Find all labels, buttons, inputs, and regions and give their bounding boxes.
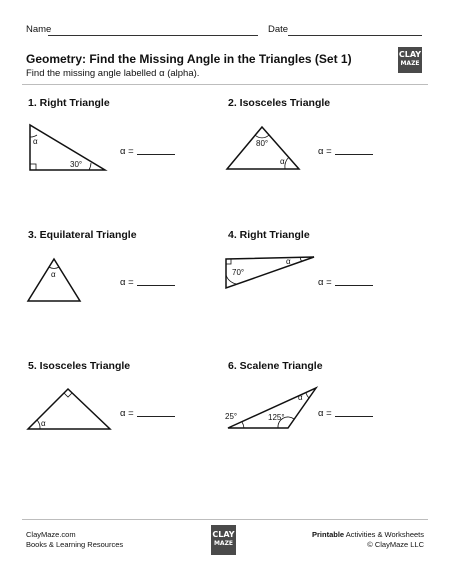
answer-prefix: α = — [318, 277, 332, 288]
header-divider — [22, 84, 428, 85]
name-label: Name — [26, 24, 52, 35]
footer-product — [312, 530, 424, 540]
problem-5-answer — [120, 408, 175, 419]
footer-logo — [211, 525, 236, 555]
angle-label: α — [286, 257, 291, 266]
angle-label: 80° — [256, 139, 269, 148]
answer-line[interactable] — [335, 285, 373, 286]
problem-3-title: 3. Equilateral Triangle — [28, 229, 137, 241]
logo-text-top: CLAY — [398, 50, 422, 59]
angle-label: α — [51, 270, 56, 279]
right-angle-mark — [64, 393, 72, 397]
problem-6-title: 6. Scalene Triangle — [228, 360, 323, 372]
problem-2-title: 2. Isosceles Triangle — [228, 97, 331, 109]
problem-2-triangle — [222, 122, 312, 172]
footer-product-bold: Printable — [312, 530, 345, 539]
angle-arc — [255, 135, 269, 138]
answer-line[interactable] — [137, 416, 175, 417]
answer-line[interactable] — [335, 416, 373, 417]
problem-2-answer — [318, 146, 373, 157]
answer-line[interactable] — [137, 154, 175, 155]
problem-5-title: 5. Isosceles Triangle — [28, 360, 131, 372]
footer-left — [26, 530, 123, 550]
angle-label: α — [298, 393, 303, 402]
worksheet-title: Geometry: Find the Missing Angle in the Triangles (Set 1) — [26, 52, 352, 66]
name-line[interactable] — [48, 35, 258, 36]
answer-prefix: α = — [120, 408, 134, 419]
problem-1-title: 1. Right Triangle — [28, 97, 110, 109]
footer-divider — [22, 519, 428, 520]
angle-arc — [285, 157, 289, 169]
right-angle-mark — [30, 164, 36, 170]
problem-3-answer — [120, 277, 175, 288]
problem-6-triangle — [222, 384, 322, 434]
problem-4-title: 4. Right Triangle — [228, 229, 310, 241]
angle-arc — [242, 422, 244, 428]
footer-right — [312, 530, 424, 550]
problem-5-triangle — [24, 385, 119, 435]
problem-4-triangle — [222, 253, 322, 293]
angle-label: α — [41, 419, 46, 428]
angle-label: 30° — [70, 160, 83, 169]
footer-tagline: Books & Learning Resources — [26, 540, 124, 549]
answer-prefix: α = — [318, 146, 332, 157]
angle-label: α — [280, 157, 285, 166]
answer-line[interactable] — [137, 285, 175, 286]
logo-text-bottom: MAZE — [213, 540, 234, 547]
triangle-shape — [28, 259, 80, 301]
worksheet-instructions: Find the missing angle labelled α (alpha). — [26, 68, 200, 79]
angle-label: α — [33, 137, 38, 146]
logo-text-top: CLAY — [212, 530, 235, 539]
problem-3-triangle — [24, 255, 84, 305]
triangle-shape — [227, 127, 299, 169]
date-line[interactable] — [288, 35, 422, 36]
date-label: Date — [268, 24, 289, 35]
footer-product-rest: Activities & Worksheets — [344, 530, 424, 539]
angle-label: 125° — [268, 413, 285, 422]
claymaze-logo — [398, 47, 422, 73]
angle-arc — [89, 163, 91, 170]
answer-line[interactable] — [335, 154, 373, 155]
footer-copyright: © ClayMaze LLC — [367, 540, 424, 549]
problem-6-answer — [318, 408, 373, 419]
answer-prefix: α = — [120, 146, 134, 157]
problem-1-triangle — [20, 120, 115, 175]
problem-1-answer — [120, 146, 175, 157]
problem-4-answer — [318, 277, 373, 288]
angle-label: 25° — [225, 412, 238, 421]
triangle-shape — [30, 125, 105, 170]
footer-site: ClayMaze.com — [26, 530, 76, 539]
angle-arc — [49, 267, 59, 269]
answer-prefix: α = — [318, 408, 332, 419]
angle-label: 70° — [232, 268, 245, 277]
answer-prefix: α = — [120, 277, 134, 288]
triangle-shape — [228, 388, 316, 428]
logo-text-bottom: MAZE — [400, 60, 420, 67]
angle-arc — [306, 393, 309, 398]
angle-arc — [37, 420, 40, 429]
